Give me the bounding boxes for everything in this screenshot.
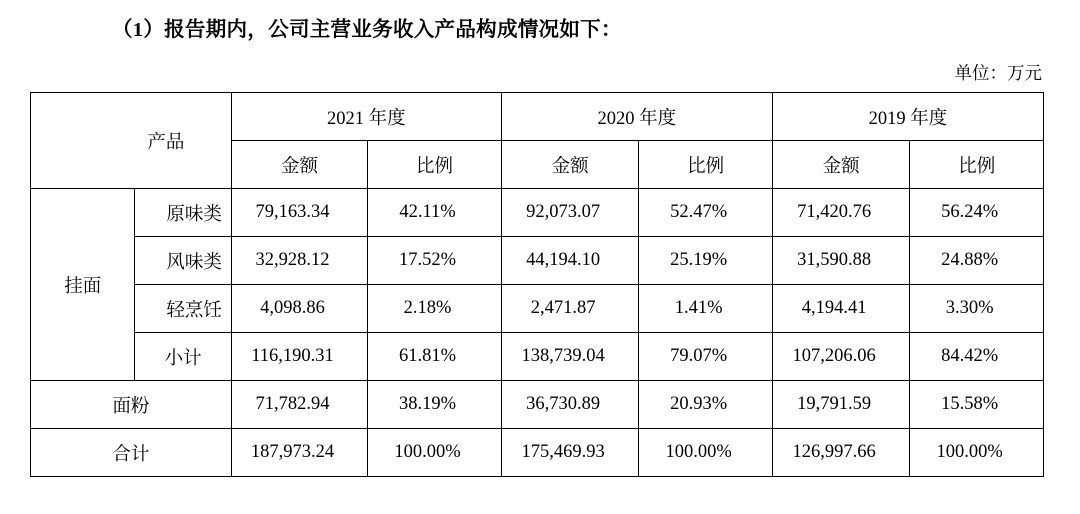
intro-paragraph: （1）报告期内，公司主营业务收入产品构成情况如下： bbox=[112, 19, 622, 41]
year-header-2019: 2019 年度 bbox=[772, 93, 1043, 141]
cell-3-2: 138,739.04 bbox=[501, 333, 639, 381]
year-header-2020: 2020 年度 bbox=[501, 93, 772, 141]
cell-0-2: 92,073.07 bbox=[501, 189, 639, 237]
cell-0-0: 79,163.34 bbox=[231, 189, 368, 237]
subheader-ratio-2020: 比例 bbox=[639, 141, 773, 189]
row-label-2: 轻烹饪 bbox=[135, 285, 231, 333]
cell-flour-0: 71,782.94 bbox=[231, 381, 368, 429]
cell-1-3: 25.19% bbox=[639, 237, 773, 285]
cell-2-3: 1.41% bbox=[639, 285, 773, 333]
cell-3-4: 107,206.06 bbox=[772, 333, 910, 381]
cell-total-1: 100.00% bbox=[368, 429, 502, 477]
cell-2-2: 2,471.87 bbox=[501, 285, 639, 333]
cell-flour-5: 15.58% bbox=[910, 381, 1044, 429]
cell-total-5: 100.00% bbox=[910, 429, 1044, 477]
table-row-total bbox=[31, 429, 1044, 477]
cell-total-4: 126,997.66 bbox=[772, 429, 910, 477]
row-label-1: 风味类 bbox=[135, 237, 231, 285]
cell-2-1: 2.18% bbox=[368, 285, 502, 333]
cell-1-1: 17.52% bbox=[368, 237, 502, 285]
cell-0-5: 56.24% bbox=[910, 189, 1044, 237]
table-row-flour bbox=[31, 381, 1044, 429]
cell-1-0: 32,928.12 bbox=[231, 237, 368, 285]
cell-total-2: 175,469.93 bbox=[501, 429, 639, 477]
subheader-amount-2020: 金额 bbox=[501, 141, 639, 189]
cell-3-5: 84.42% bbox=[910, 333, 1044, 381]
cell-flour-3: 20.93% bbox=[639, 381, 773, 429]
cell-flour-2: 36,730.89 bbox=[501, 381, 639, 429]
cell-1-4: 31,590.88 bbox=[772, 237, 910, 285]
cell-total-3: 100.00% bbox=[639, 429, 773, 477]
revenue-composition-table bbox=[30, 92, 1044, 477]
subheader-ratio-2021: 比例 bbox=[368, 141, 502, 189]
row-label-total: 合计 bbox=[31, 429, 232, 477]
cell-0-4: 71,420.76 bbox=[772, 189, 910, 237]
product-header: 产品 bbox=[31, 93, 232, 189]
cell-2-4: 4,194.41 bbox=[772, 285, 910, 333]
subheader-amount-2019: 金额 bbox=[772, 141, 910, 189]
year-header-2021: 2021 年度 bbox=[231, 93, 501, 141]
cell-1-5: 24.88% bbox=[910, 237, 1044, 285]
cell-2-5: 3.30% bbox=[910, 285, 1044, 333]
row-label-flour: 面粉 bbox=[31, 381, 232, 429]
cell-1-2: 44,194.10 bbox=[501, 237, 639, 285]
unit-label: 单位：万元 bbox=[954, 63, 1042, 83]
subheader-amount-2021: 金额 bbox=[231, 141, 368, 189]
cell-flour-4: 19,791.59 bbox=[772, 381, 910, 429]
table-row bbox=[31, 189, 1044, 237]
table-row bbox=[31, 285, 1044, 333]
cell-3-3: 79.07% bbox=[639, 333, 773, 381]
table-row-subtotal bbox=[31, 333, 1044, 381]
cell-0-3: 52.47% bbox=[639, 189, 773, 237]
table-row bbox=[31, 237, 1044, 285]
cell-3-0: 116,190.31 bbox=[231, 333, 368, 381]
cell-0-1: 42.11% bbox=[368, 189, 502, 237]
table-header-row-years bbox=[31, 93, 1044, 141]
subheader-ratio-2019: 比例 bbox=[910, 141, 1044, 189]
group-label-noodles: 挂面 bbox=[31, 189, 135, 381]
cell-flour-1: 38.19% bbox=[368, 381, 502, 429]
row-label-3: 小计 bbox=[135, 333, 231, 381]
cell-2-0: 4,098.86 bbox=[231, 285, 368, 333]
cell-total-0: 187,973.24 bbox=[231, 429, 368, 477]
row-label-0: 原味类 bbox=[135, 189, 231, 237]
cell-3-1: 61.81% bbox=[368, 333, 502, 381]
